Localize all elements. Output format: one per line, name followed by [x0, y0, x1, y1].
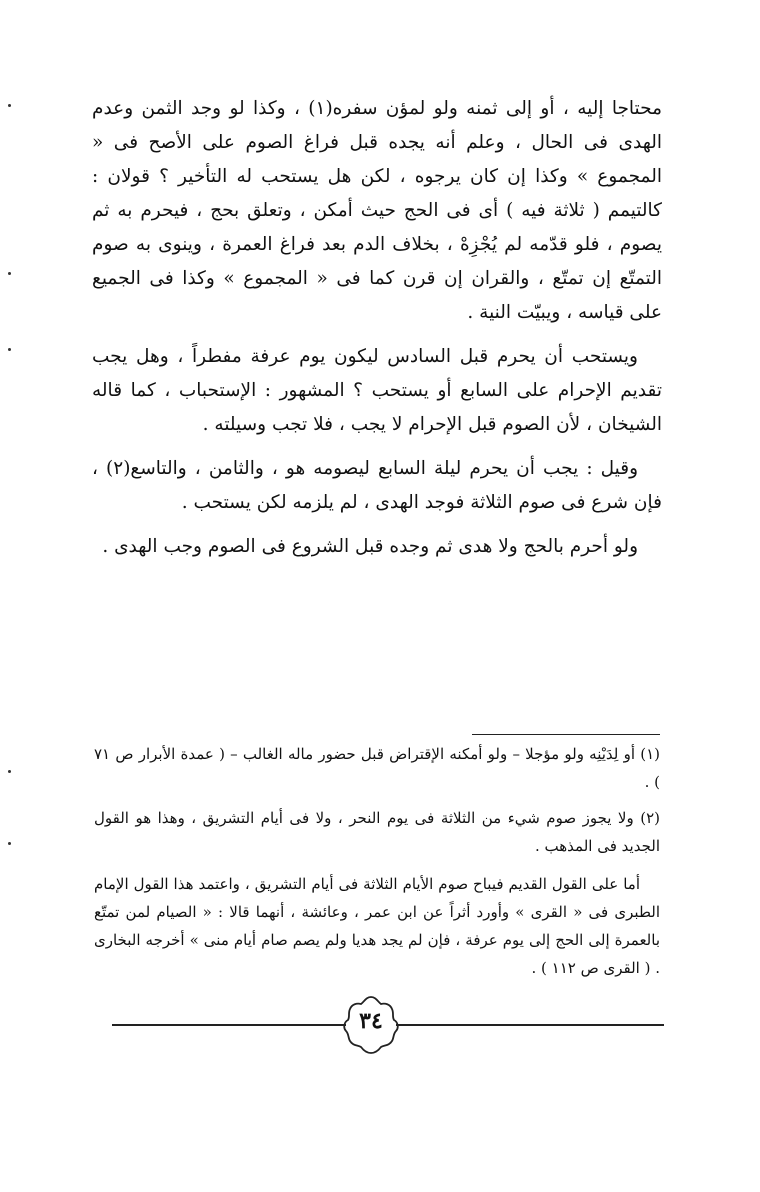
footnote-separator	[472, 734, 660, 735]
body-paragraph: محتاجا إليه ، أو إلى ثمنه ولو لمؤن سفره(١) ، وكذا لو وجد الثمن وعدم الهدى فى الحال ، وعلم أنه يجده قبل فراغ الصوم على الأصح فى « المجموع » وكذا إن كان يرجوه ، لكن هل يستحب له التأخير ؟ قولان : كالتيمم ( ثلاثة فيه ) أى فى الحج حيث أمكن ، وتعلق بحج ، فيحرم به ثم يصوم ، فلو قدّمه لم يُجْزِهْ ، بخلاف الدم بعد فراغ العمرة ، وينوى به صوم التمتّع إن تمتّع ، والقران إن قرن كما فى « المجموع » وكذا فى الجميع على قياسه ، ويبيّت النية .	[92, 98, 662, 323]
folio-rule-left	[112, 1024, 346, 1026]
footnote: (١) أو لِدَيْنِه ولو مؤجلا – ولو أمكنه الإقتراض قبل حضور ماله الغالب – ( عمدة الأبرار ص ٧١ ) .	[94, 745, 660, 791]
scan-mark	[8, 842, 11, 845]
footnotes	[94, 740, 660, 990]
main-text	[92, 92, 662, 574]
body-paragraph: ولو أحرم بالحج ولا هدى ثم وجده قبل الشروع فى الصوم وجب الهدى .	[102, 536, 638, 557]
footnote: (٢) ولا يجوز صوم شيء من الثلاثة فى يوم النحر ، ولا فى أيام التشريق ، وهذا هو القول الجديد فى المذهب .	[94, 809, 660, 855]
scan-mark	[8, 770, 11, 773]
scan-mark	[8, 104, 11, 107]
page-number: ٣٤	[359, 1008, 383, 1034]
footnote-continuation: أما على القول القديم فيباح صوم الأيام الثلاثة فى أيام التشريق ، واعتمد هذا القول الإمام الطبرى فى « القرى » وأورد أثراً عن ابن عمر ، وعائشة ، أنهما قالا : « الصيام لمن تمتّع بالعمرة إلى الحج إلى يوم عرفة ، فإن لم يجد هديا ولم يصم صام أيام منى » أخرجه البخارى . ( القرى ص ١١٢ ) .	[94, 875, 660, 977]
body-paragraph: وقيل : يجب أن يحرم ليلة السابع ليصومه هو ، والثامن ، والتاسع(٢) ، فإن شرع فى صوم الثلاثة فوجد الهدى ، لم يلزمه لكن يستحب .	[92, 458, 662, 513]
folio-rule-right	[396, 1024, 664, 1026]
scan-mark	[8, 272, 11, 275]
body-paragraph: ويستحب أن يحرم قبل السادس ليكون يوم عرفة مفطراً ، وهل يجب تقديم الإحرام على السابع أو يستحب ؟ المشهور : الإستحباب ، كما قاله الشيخان ، لأن الصوم قبل الإحرام لا يجب ، فلا تجب وسيلته .	[92, 346, 662, 435]
page-number-ornament	[340, 994, 402, 1056]
scan-mark	[8, 348, 11, 351]
